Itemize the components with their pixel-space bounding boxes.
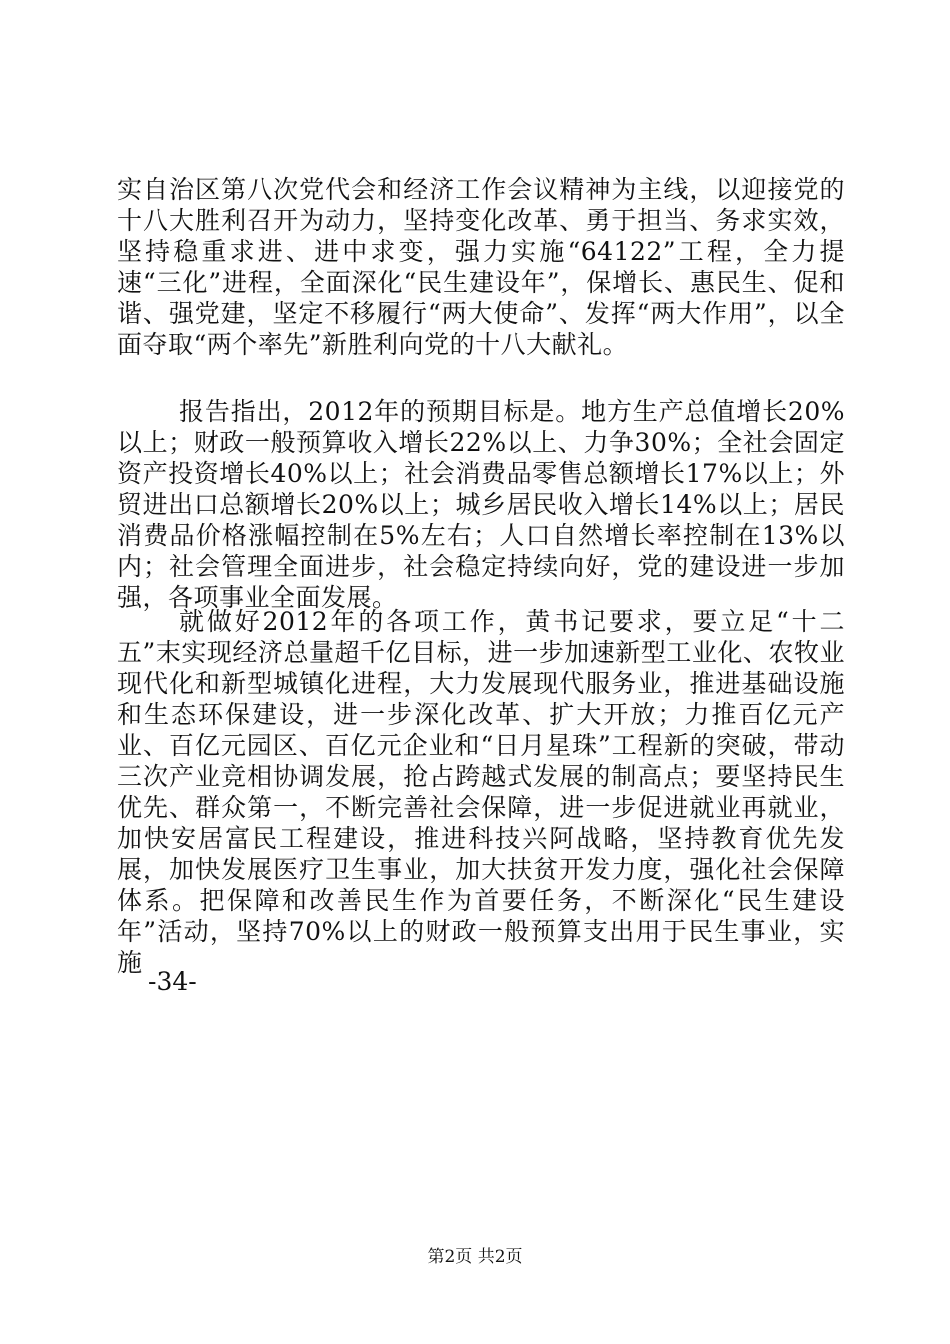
paragraph-2: 报告指出，2012年的预期目标是。地方生产总值增长20%以上；财政一般预算收入增长22%以上、力争30%；全社会固定资产投资增长40%以上；社会消费品零售总额增长17%以上；外贸进出口总额增长20%以上；城乡居民收入增长14%以上；居民消费品价格涨幅控制在5%左右；人口自然增长率控制在13%以内；社会管理全面进步，社会稳定持续向好，党的建设进一步加强，各项事业全面发展。 xyxy=(117,397,845,612)
page-footer: 第2页 共2页 xyxy=(427,1247,523,1267)
paragraph-3: 就做好2012年的各项工作，黄书记要求，要立足“十二五”末实现经济总量超千亿目标，进一步加速新型工业化、农牧业现代化和新型城镇化进程，大力发展现代服务业，推进基础设施和生态环保建设，进一步深化改革、扩大开放；力推百亿元产业、百亿元园区、百亿元企业和“日月星珠”工程新的突破，带动三次产业竞相协调发展，抢占跨越式发展的制高点；要坚持民生优先、群众第一，不断完善社会保障，进一步促进就业再就业，加快安居富民工程建设，推进科技兴阿战略，坚持教育优先发展，加快发展医疗卫生事业，加大扶贫开发力度，强化社会保障体系。把保障和改善民生作为首要任务，不断深化“民生建设年”活动，坚持70%以上的财政一般预算支出用于民生事业，实施 xyxy=(117,607,845,977)
paragraph-1: 实自治区第八次党代会和经济工作会议精神为主线，以迎接党的十八大胜利召开为动力，坚持变化改革、勇于担当、务求实效，坚持稳重求进、进中求变，强力实施“64122”工程，全力提速“三化”进程，全面深化“民生建设年”，保增长、惠民生、促和谐、强党建，坚定不移履行“两大使命”、发挥“两大作用”，以全面夺取“两个率先”新胜利向党的十八大献礼。 xyxy=(117,175,845,359)
inline-page-number: -34- xyxy=(148,967,197,996)
